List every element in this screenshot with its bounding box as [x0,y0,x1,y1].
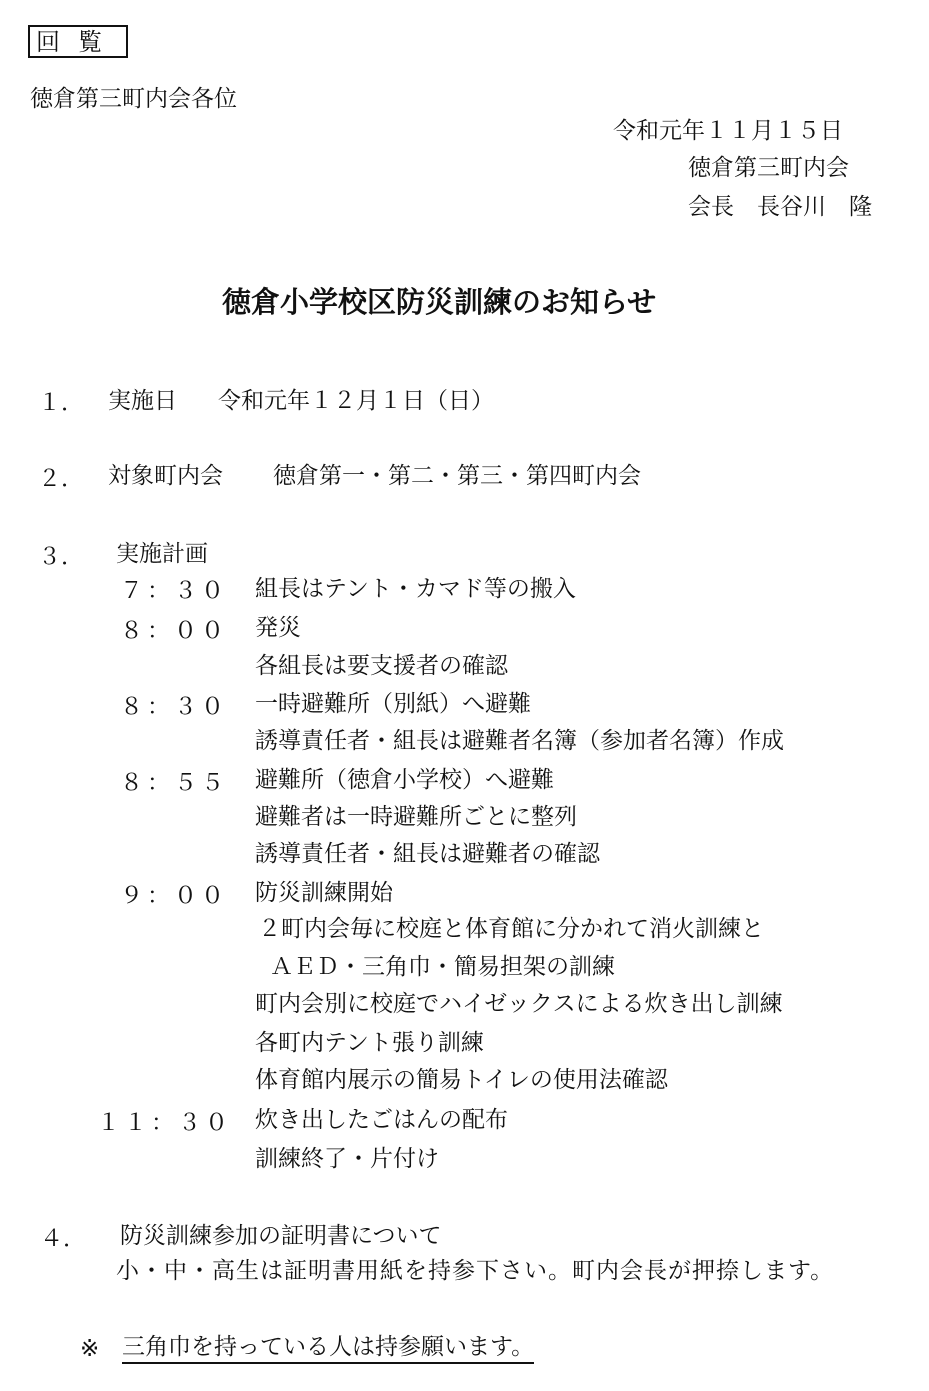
note-text: 三角巾を持っている人は持参願います。 [122,1334,534,1364]
section-3-label: 実施計画 [116,541,208,567]
document-title: 徳倉小学校区防災訓練のお知らせ [222,285,657,319]
schedule-time: ８：３０ [120,694,228,720]
schedule-item: 防災訓練開始 [255,880,393,906]
section-4-label: 防災訓練参加の証明書について [120,1223,442,1249]
note-wrapper [122,1336,534,1359]
schedule-time: ８：５５ [120,770,228,796]
section-1-value: 令和元年１２月１日（日） [218,388,494,414]
section-3-number: ３． [38,544,84,570]
schedule-time: ７：３０ [120,578,228,604]
addressee: 徳倉第三町内会各位 [30,86,237,112]
sender-president: 会長 長谷川 隆 [688,194,872,220]
schedule-item: 一時避難所（別紙）へ避難 [255,691,531,717]
schedule-time: １１：３０ [97,1110,232,1136]
schedule-item: 発災 [255,615,301,641]
schedule-item: 避難所（徳倉小学校）へ避難 [255,767,554,793]
section-1-number: １． [38,390,84,416]
sender-organization: 徳倉第三町内会 [688,155,849,181]
note-mark: ※ [80,1336,100,1362]
schedule-time: ９：００ [120,883,228,909]
schedule-item: 町内会別に校庭でハイゼックスによる炊き出し訓練 [255,991,783,1017]
schedule-item: 炊き出したごはんの配布 [255,1107,508,1133]
schedule-item: 各組長は要支援者の確認 [255,653,508,679]
schedule-item: 体育館内展示の簡易トイレの使用法確認 [255,1067,668,1093]
schedule-time: ８：００ [120,618,228,644]
issue-date: 令和元年１１月１５日 [613,118,843,144]
schedule-item: 誘導責任者・組長は避難者名簿（参加者名簿）作成 [255,728,784,754]
schedule-item: 誘導責任者・組長は避難者の確認 [255,841,600,867]
schedule-item: 組長はテント・カマド等の搬入 [255,576,576,602]
section-2-value: 徳倉第一・第二・第三・第四町内会 [273,463,641,489]
circulation-stamp: 回覧 [28,25,128,58]
section-2-number: ２． [38,466,84,492]
schedule-item: 訓練終了・片付け [255,1146,439,1172]
schedule-item: ２町内会毎に校庭と体育館に分かれて消火訓練と [258,916,764,942]
section-4-text: 小・中・高生は証明書用紙を持参下さい。町内会長が押捺します。 [116,1258,835,1284]
section-4-number: ４． [40,1226,86,1252]
schedule-item: 各町内テント張り訓練 [255,1030,484,1056]
schedule-item: 避難者は一時避難所ごとに整列 [255,804,577,830]
schedule-item: ＡＥＤ・三角巾・簡易担架の訓練 [270,954,615,980]
section-1-label: 実施日 [108,388,177,414]
section-2-label: 対象町内会 [108,463,223,489]
